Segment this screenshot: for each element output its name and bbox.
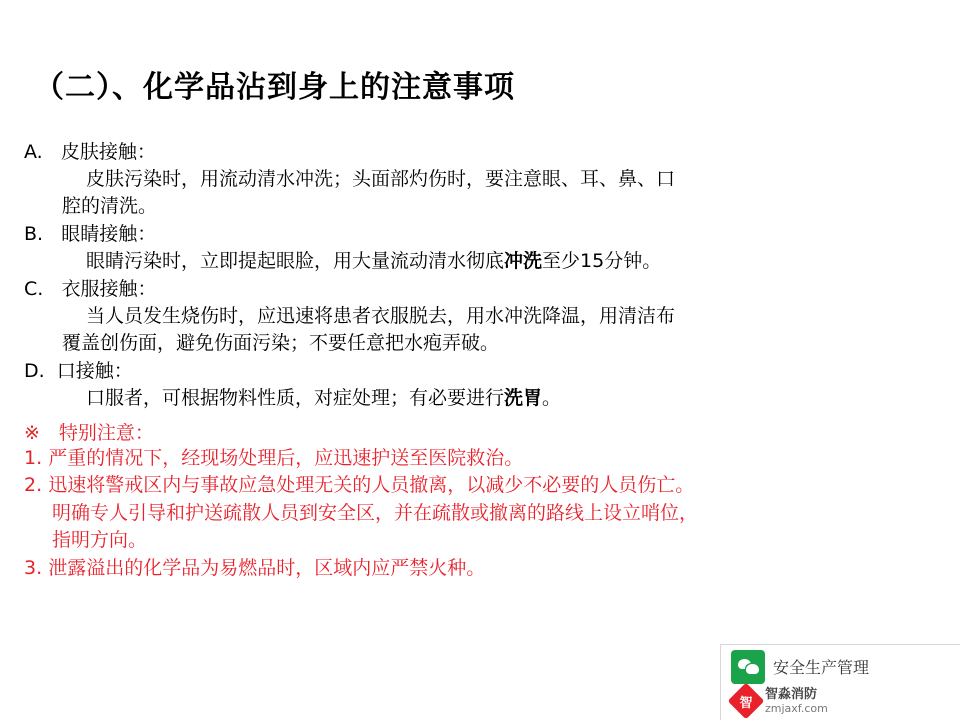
watermark-brand-row [731,688,960,716]
notice-item-1-text: 严重的情况下，经现场处理后，应迅速护送至医院救治。 [48,446,524,469]
notice-item-1 [24,445,944,473]
list-item-a-line-1: 皮肤污染时，用流动清水冲洗；头面部灼伤时，要注意眼、耳、鼻、口 [86,167,676,190]
list-item-d-text-2: 。 [542,386,562,409]
watermark-brand-name: 智淼消防 [765,686,818,702]
brand-logo-text: 智 [739,695,753,711]
list-item-d-title: 口接触： [56,359,133,382]
brand-logo-icon [728,683,765,720]
list-item-b-text-bold: 冲洗 [504,249,543,272]
notice-item-3-text: 泄露溢出的化学品为易燃品时，区域内应严禁火种。 [48,556,486,579]
list-item-c-line-2: 覆盖创伤面，避免伤面污染；不要任意把水疱弄破。 [62,331,500,354]
list-item-c-line-1: 当人员发生烧伤时，应迅速将患者衣服脱去，用水冲洗降温，用清洁布 [86,304,676,327]
notice-item-1-label: 1. [24,446,43,469]
notice-item-3 [24,555,944,583]
list-item-c-label: C. [24,277,44,300]
notice-item-2-line-2: 明确专人引导和护送疏散人员到安全区，并在疏散或撤离的路线上设立哨位， [52,501,699,524]
watermark-brand-texts [765,688,828,716]
notice-item-2-line-3: 指明方向。 [52,529,148,552]
notice-item-3-label: 3. [24,556,43,579]
watermark-card [720,644,960,720]
list-item-d-text-bold: 洗胃 [504,386,543,409]
list-item-a-line-2: 腔的清洗。 [62,194,158,217]
notice-item-2-label: 2. [24,474,43,497]
list-item-b-title: 眼睛接触： [61,222,157,245]
list-item-d-label: D. [24,359,45,382]
watermark-account-name: 安全生产管理 [773,658,870,678]
wechat-icon [731,650,765,684]
list-item-b-heading [24,221,944,248]
list-item-d-text-1: 口服者，可根据物料性质，对症处理；有必要进行 [86,386,505,409]
notice-item-2 [24,472,944,500]
list-item-c-heading [24,276,944,303]
list-item-a-title: 皮肤接触： [60,141,156,163]
notice-item-2-text: 迅速将警戒区内与事故应急处理无关的人员撤离，以减少不必要的人员伤亡。 [48,474,695,497]
list-item-c-title: 衣服接触： [61,277,157,300]
watermark-url: zmjaxf.com [765,701,828,715]
list-item-d-line-1 [24,385,944,412]
list-item-b-line-1 [24,248,944,275]
list-item-b-label: B. [24,222,44,245]
list-item-b-text-2: 至少15分钟。 [542,249,662,272]
page-title: （二）、化学品沾到身上的注意事项 [34,70,515,105]
slide-body [24,138,944,582]
special-notice-header: ※ 特别注意： [24,421,154,444]
watermark-account-row [731,650,960,684]
list-item-d-heading [24,358,944,385]
list-item-a-heading [24,139,944,166]
list-item-b-text-1: 眼睛污染时，立即提起眼脸，用大量流动清水彻底 [86,249,505,272]
list-item-a-label: A. [24,141,43,163]
